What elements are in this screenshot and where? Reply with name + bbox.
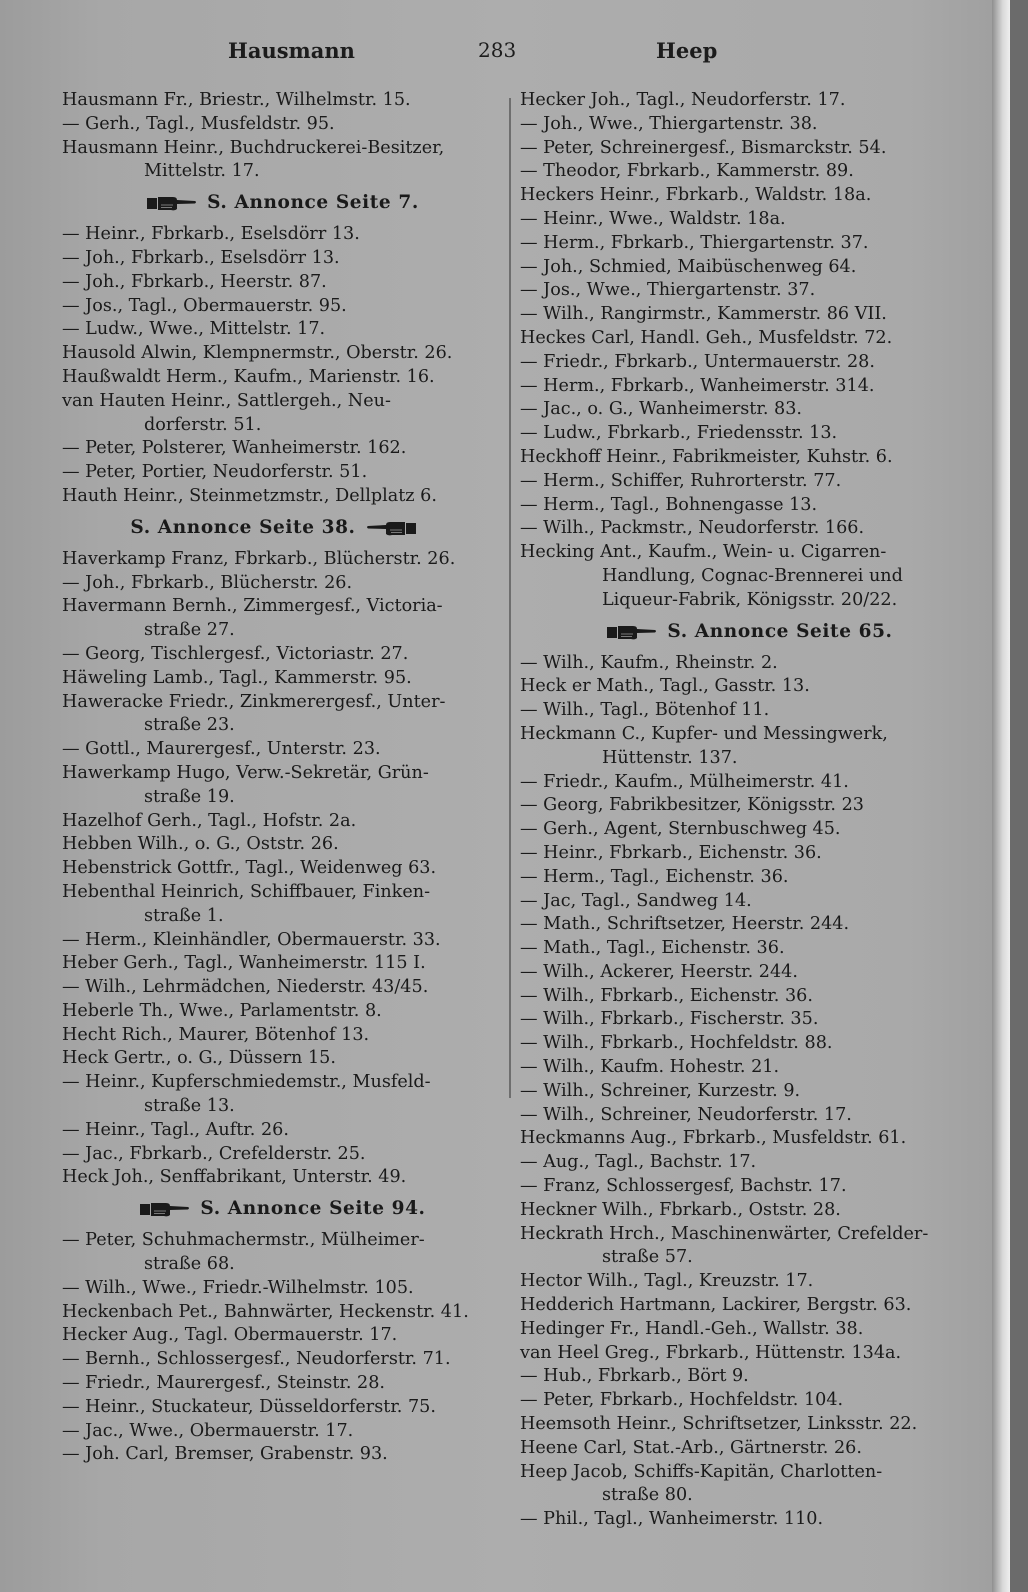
annonce-reference [62, 516, 494, 540]
directory-entry: Heckrath Hrch., Maschinenwärter, Crefelder- [520, 1223, 929, 1244]
entry-continuation: straße 27. [144, 620, 235, 641]
directory-entry: — Jac., Wwe., Obermauerstr. 17. [62, 1420, 354, 1441]
page-edge [992, 0, 1010, 1592]
directory-entry: — Ludw., Fbrkarb., Friedensstr. 13. [520, 423, 838, 444]
directory-entry: — Herm., Tagl., Bohnengasse 13. [520, 494, 818, 515]
directory-entry: — Friedr., Kaufm., Mülheimerstr. 41. [520, 771, 849, 792]
directory-entry: — Joh., Fbrkarb., Eselsdörr 13. [62, 247, 340, 268]
directory-entry: — Herm., Kleinhändler, Obermauerstr. 33. [62, 929, 441, 950]
directory-entry: — Peter, Fbrkarb., Hochfeldstr. 104. [520, 1390, 844, 1411]
directory-entry: — Heinr., Stuckateur, Düsseldorferstr. 75. [62, 1396, 436, 1417]
entry-continuation: straße 13. [144, 1096, 235, 1117]
directory-entry: Heep Jacob, Schiffs-Kapitän, Charlotten- [520, 1461, 883, 1482]
entry-continuation: Hüttenstr. 137. [602, 747, 738, 768]
directory-entry: Hausold Alwin, Klempnermstr., Oberstr. 26. [62, 343, 453, 364]
directory-entry: — Peter, Schuhmachermstr., Mülheimer- [62, 1230, 425, 1251]
directory-entry: Heckenbach Pet., Bahnwärter, Heckenstr. 41. [62, 1301, 469, 1322]
directory-entry: Hecht Rich., Maurer, Bötenhof 13. [62, 1024, 370, 1045]
left-column [62, 89, 494, 1467]
directory-entry: — Joh. Carl, Bremser, Grabenstr. 93. [62, 1444, 388, 1465]
directory-entry: Hector Wilh., Tagl., Kreuzstr. 17. [520, 1271, 814, 1292]
directory-entry: — Herm., Fbrkarb., Thiergartenstr. 37. [520, 232, 869, 253]
directory-entry: Häweling Lamb., Tagl., Kammerstr. 95. [62, 667, 412, 688]
annonce-reference [62, 191, 494, 215]
directory-entry: — Wilh., Lehrmädchen, Niederstr. 43/45. [62, 977, 429, 998]
annonce-text: S. Annonce Seite 65. [667, 620, 893, 642]
directory-entry: — Wilh., Schreiner, Kurzestr. 9. [520, 1080, 801, 1101]
directory-entry: Hecking Ant., Kaufm., Wein- u. Cigarren- [520, 542, 887, 563]
directory-entry: Havermann Bernh., Zimmergesf., Victoria- [62, 596, 443, 617]
directory-entry: Hazelhof Gerh., Tagl., Hofstr. 2a. [62, 810, 357, 831]
directory-entry: Heckhoff Heinr., Fabrikmeister, Kuhstr. 6. [520, 446, 893, 467]
directory-entry: Haweracke Friedr., Zinkmerergesf., Unter- [62, 691, 446, 712]
header-right-keyword: Heep [656, 38, 718, 63]
entry-continuation: straße 19. [144, 786, 235, 807]
directory-entry: Hebenstrick Gottfr., Tagl., Weidenweg 63. [62, 858, 437, 879]
directory-entry: — Joh., Fbrkarb., Blücherstr. 26. [62, 572, 353, 593]
directory-entry: — Peter, Portier, Neudorferstr. 51. [62, 462, 368, 483]
directory-entry: Heckmanns Aug., Fbrkarb., Musfeldstr. 61. [520, 1128, 907, 1149]
directory-entry: Hecker Joh., Tagl., Neudorferstr. 17. [520, 90, 846, 110]
directory-entry: — Wilh., Packmstr., Neudorferstr. 166. [520, 518, 865, 539]
directory-entry: — Friedr., Fbrkarb., Untermauerstr. 28. [520, 351, 875, 372]
pointing-hand-right-icon [147, 194, 197, 212]
directory-entry: Hebenthal Heinrich, Schiffbauer, Finken- [62, 881, 431, 902]
directory-entry: — Math., Schriftsetzer, Heerstr. 244. [520, 914, 850, 935]
directory-entry: — Joh., Schmied, Maibüschenweg 64. [520, 256, 857, 277]
directory-entry: Hawerkamp Hugo, Verw.-Sekretär, Grün- [62, 762, 429, 783]
directory-entry: van Hauten Heinr., Sattlergeh., Neu- [62, 390, 391, 411]
directory-entry: — Joh., Wwe., Thiergartenstr. 38. [520, 113, 818, 134]
directory-entry: — Joh., Fbrkarb., Heerstr. 87. [62, 271, 327, 292]
directory-entry: Heene Carl, Stat.-Arb., Gärtnerstr. 26. [520, 1437, 862, 1458]
directory-entry: Hausmann Heinr., Buchdruckerei-Besitzer, [62, 137, 445, 158]
entry-continuation: straße 1. [144, 905, 224, 926]
entry-continuation: straße 23. [144, 715, 235, 736]
directory-entry: — Herm., Schiffer, Ruhrorterstr. 77. [520, 470, 842, 491]
directory-entry: — Peter, Schreinergesf., Bismarckstr. 54. [520, 137, 887, 158]
annonce-text: S. Annonce Seite 94. [200, 1198, 426, 1220]
column-divider [509, 98, 511, 1098]
directory-entry: Heckers Heinr., Fbrkarb., Waldstr. 18a. [520, 185, 872, 206]
directory-entry: — Gerh., Tagl., Musfeldstr. 95. [62, 113, 335, 134]
right-column [520, 89, 970, 1532]
directory-entry: — Wilh., Wwe., Friedr.-Wilhelmstr. 105. [62, 1277, 414, 1298]
entry-continuation: Mittelstr. 17. [144, 161, 260, 182]
directory-entry: Hausmann Fr., Briestr., Wilhelmstr. 15. [62, 90, 411, 110]
directory-entry: — Wilh., Kaufm. Hohestr. 21. [520, 1057, 780, 1078]
directory-entry: — Georg, Tischlergesf., Victoriastr. 27. [62, 643, 409, 664]
entry-continuation: Liqueur-Fabrik, Königsstr. 20/22. [602, 589, 898, 610]
directory-entry: — Franz, Schlossergesf, Bachstr. 17. [520, 1176, 847, 1197]
directory-entry: — Heinr., Fbrkarb., Eichenstr. 36. [520, 842, 822, 863]
entry-continuation: Handlung, Cognac-Brennerei und [602, 565, 903, 586]
header-left-keyword: Hausmann [228, 38, 355, 63]
directory-entry: Heck Gertr., o. G., Düssern 15. [62, 1048, 336, 1069]
directory-entry: — Georg, Fabrikbesitzer, Königsstr. 23 [520, 795, 864, 816]
directory-entry: Heberle Th., Wwe., Parlamentstr. 8. [62, 1000, 382, 1021]
directory-entry: — Heinr., Wwe., Waldstr. 18a. [520, 208, 786, 229]
directory-entry: Hebben Wilh., o. G., Oststr. 26. [62, 834, 339, 855]
directory-entry: — Wilh., Schreiner, Neudorferstr. 17. [520, 1104, 852, 1125]
directory-entry: Heckes Carl, Handl. Geh., Musfeldstr. 72. [520, 327, 893, 348]
pointing-hand-right-icon [607, 623, 657, 641]
directory-entry: Hecker Aug., Tagl. Obermauerstr. 17. [62, 1325, 398, 1346]
directory-entry: — Wilh., Fbrkarb., Eichenstr. 36. [520, 985, 813, 1006]
directory-entry: Heemsoth Heinr., Schriftsetzer, Linksstr. 22. [520, 1414, 918, 1435]
directory-entry: — Theodor, Fbrkarb., Kammerstr. 89. [520, 161, 854, 182]
annonce-text: S. Annonce Seite 7. [207, 192, 419, 214]
directory-entry: — Ludw., Wwe., Mittelstr. 17. [62, 319, 326, 340]
entry-continuation: straße 57. [602, 1247, 693, 1268]
directory-entry: Haußwaldt Herm., Kaufm., Marienstr. 16. [62, 366, 435, 387]
pointing-hand-right-icon [140, 1200, 190, 1218]
directory-entry: Haverkamp Franz, Fbrkarb., Blücherstr. 26. [62, 548, 456, 569]
annonce-text: S. Annonce Seite 38. [130, 516, 356, 538]
directory-entry: — Gerh., Agent, Sternbuschweg 45. [520, 819, 841, 840]
directory-entry: — Wilh., Fbrkarb., Fischerstr. 35. [520, 1009, 819, 1030]
directory-entry: — Jac., o. G., Wanheimerstr. 83. [520, 399, 803, 420]
directory-entry: Hedinger Fr., Handl.-Geh., Wallstr. 38. [520, 1318, 864, 1339]
directory-entry: — Hub., Fbrkarb., Bört 9. [520, 1366, 749, 1387]
directory-entry: Heck Joh., Senffabrikant, Unterstr. 49. [62, 1167, 407, 1188]
directory-entry: Hedderich Hartmann, Lackirer, Bergstr. 63. [520, 1295, 912, 1316]
directory-entry: — Wilh., Fbrkarb., Hochfeldstr. 88. [520, 1033, 833, 1054]
directory-entry: — Phil., Tagl., Wanheimerstr. 110. [520, 1509, 824, 1530]
directory-entry: — Heinr., Tagl., Auftr. 26. [62, 1119, 289, 1140]
directory-entry: — Jac., Fbrkarb., Crefelderstr. 25. [62, 1143, 366, 1164]
directory-entry: — Jac, Tagl., Sandweg 14. [520, 890, 752, 911]
entry-continuation: straße 68. [144, 1254, 235, 1275]
directory-entry: — Heinr., Fbrkarb., Eselsdörr 13. [62, 224, 360, 245]
directory-entry: — Bernh., Schlossergesf., Neudorferstr. 71. [62, 1349, 451, 1370]
directory-entry: — Wilh., Kaufm., Rheinstr. 2. [520, 652, 778, 673]
directory-entry: Heck er Math., Tagl., Gasstr. 13. [520, 676, 810, 697]
directory-entry: — Jos., Wwe., Thiergartenstr. 37. [520, 280, 816, 301]
directory-entry: — Herm., Fbrkarb., Wanheimerstr. 314. [520, 375, 875, 396]
directory-entry: — Wilh., Rangirmstr., Kammerstr. 86 VII. [520, 304, 887, 325]
page-number: 283 [478, 38, 517, 62]
directory-entry: — Gottl., Maurergesf., Unterstr. 23. [62, 739, 381, 760]
directory-entry: — Peter, Polsterer, Wanheimerstr. 162. [62, 438, 407, 459]
annonce-reference [520, 620, 970, 644]
directory-entry: Heckner Wilh., Fbrkarb., Oststr. 28. [520, 1199, 841, 1220]
directory-entry: — Herm., Tagl., Eichenstr. 36. [520, 866, 789, 887]
pointing-hand-left-icon [366, 519, 416, 537]
directory-entry: — Wilh., Tagl., Bötenhof 11. [520, 700, 770, 721]
directory-entry: — Friedr., Maurergesf., Steinstr. 28. [62, 1373, 386, 1394]
directory-entry: van Heel Greg., Fbrkarb., Hüttenstr. 134a. [520, 1342, 902, 1363]
directory-entry: — Jos., Tagl., Obermauerstr. 95. [62, 295, 347, 316]
directory-entry: — Aug., Tagl., Bachstr. 17. [520, 1152, 757, 1173]
page-header [0, 38, 1010, 78]
directory-entry: Hauth Heinr., Steinmetzmstr., Dellplatz 6. [62, 485, 437, 506]
directory-entry: — Math., Tagl., Eichenstr. 36. [520, 938, 785, 959]
directory-entry: — Wilh., Ackerer, Heerstr. 244. [520, 961, 798, 982]
directory-entry: Heber Gerh., Tagl., Wanheimerstr. 115 I. [62, 953, 426, 974]
entry-continuation: straße 80. [602, 1485, 693, 1506]
directory-entry: Heckmann C., Kupfer- und Messingwerk, [520, 723, 888, 744]
entry-continuation: dorferstr. 51. [144, 414, 262, 435]
directory-entry: — Heinr., Kupferschmiedemstr., Musfeld- [62, 1072, 431, 1093]
annonce-reference [62, 1197, 494, 1221]
